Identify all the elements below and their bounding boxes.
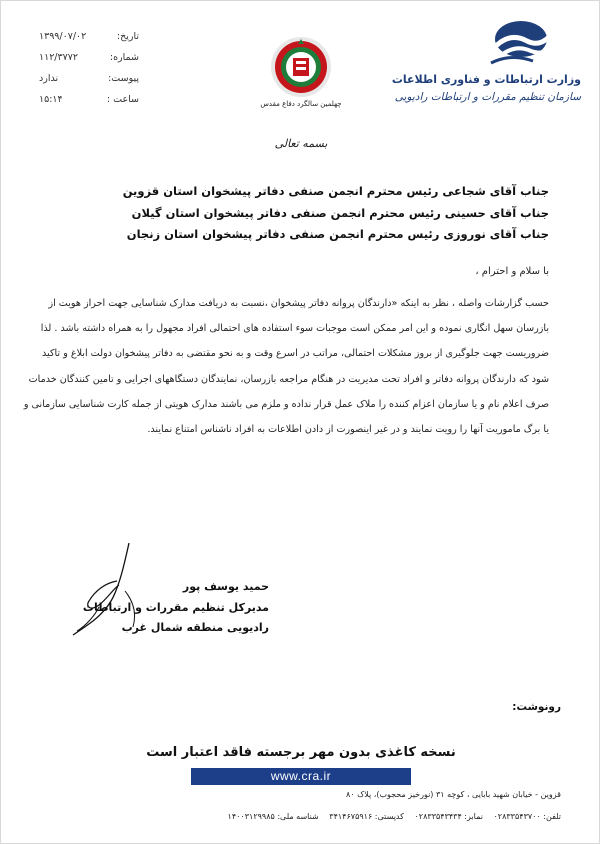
- meta-row-date: [39, 31, 139, 52]
- meta-row-attachment: [39, 73, 139, 94]
- meta-value: ندارد: [39, 73, 59, 84]
- signatory-unit: رادیویی منطقه شمال غرب: [121, 621, 269, 634]
- body-line: بازرسان سهل انگاری نموده و این امر ممکن است موجبات سوء استفاده های احتمالی افراد مجهول را به همراه داشته باشد . لذا: [40, 323, 549, 335]
- ministry-title: وزارت ارتباطات و فناوری اطلاعات: [391, 73, 581, 86]
- letter-body: [23, 291, 549, 442]
- cc-label: رونوشت:: [512, 701, 561, 713]
- footer-address: قزوین - خیابان شهید بابایی ، کوچه ۳۱ (نورخیز محجوب)، پلاک ۸۰: [345, 790, 561, 799]
- ministry-header: [391, 19, 581, 111]
- meta-value: ۱۵:۱۴: [39, 94, 63, 105]
- bismillah-heading: بسمه تعالی: [274, 137, 328, 150]
- letter-meta: [39, 31, 139, 115]
- meta-label: تاریخ:: [116, 31, 139, 42]
- cra-wave-logo-icon: [487, 19, 551, 67]
- meta-value: ۱۳۹۹/۰۷/۰۲: [39, 31, 87, 42]
- body-line: صرف اعلام نام و یا سازمان اعزام کننده را ملاک عمل قرار نداده و ملزم می باشند مدارک هویتی از جمله کارت شناسایی سازمانی و: [23, 398, 549, 410]
- footer-phone: تلفن: ۰۲۸۳۳۵۴۳۷۰۰: [493, 812, 561, 821]
- footer-postal-code: کدپستی: ۳۴۱۴۶۷۵۹۱۶: [329, 812, 404, 821]
- anniversary-emblem: [256, 36, 346, 116]
- footer-contact: [31, 812, 561, 821]
- meta-row-time: [39, 94, 139, 115]
- holy-defense-anniversary-emblem-icon: [268, 36, 334, 98]
- meta-label: پیوست:: [108, 73, 139, 84]
- body-line: حسب گزارشات واصله ، نظر به اینکه «دارندگان پروانه دفاتر پیشخوان ،نسبت به دریافت مدارک شناسایی جهت احراز هویت از: [48, 298, 549, 309]
- recipient-line: جناب آقای حسینی رئیس محترم انجمن صنفی دفاتر پیشخوان استان گیلان: [131, 205, 549, 220]
- signatory-title: مدیرکل تنظیم مقررات و ارتباطات: [82, 600, 269, 614]
- body-line: ضروریست جهت جلوگیری از بروز مشکلات احتمالی، مراتب در اسرع وقت و به نحو مقتضی به دفاتر پیشخوان دولت ابلاغ و تاکید: [42, 348, 549, 360]
- body-line: یا برگ ماموریت آنها را رویت نمایند و در غیر اینصورت از دادن اطلاعات به افراد ناشناس امتناع نمایند.: [147, 424, 549, 436]
- footer-fax: نمابر: ۰۲۸۳۳۵۴۳۴۳۴: [414, 812, 483, 821]
- meta-label: شماره:: [109, 52, 139, 63]
- emblem-caption: چهلمین سالگرد دفاع مقدس: [260, 100, 342, 108]
- recipient-line: جناب آقای شجاعی رئیس محترم انجمن صنفی دفاتر پیشخوان استان قزوین: [122, 184, 549, 198]
- recipients-block: [49, 181, 549, 246]
- meta-value: ۱۱۲/۳۷۷۲: [39, 52, 78, 63]
- validity-disclaimer: نسخه کاغذی بدون مهر برجسته فاقد اعتبار است: [146, 745, 456, 760]
- meta-label: ساعت :: [106, 94, 139, 105]
- recipient-line: جناب آقای نوروزی رئیس محترم انجمن صنفی دفاتر پیشخوان استان زنجان: [126, 227, 549, 241]
- footer-national-id: شناسه ملی: ۱۴۰۰۳۱۲۹۹۸۵: [227, 812, 319, 821]
- body-line: شود که دارندگان پروانه دفاتر و افراد تحت مدیریت در هنگام مراجعه بازرسان، نمایندگان دستگاههای اجرایی و تامین کنندگان خدمات: [28, 373, 549, 385]
- signatory-name: حمید یوسف پور: [182, 580, 269, 593]
- organization-name: سازمان تنظیم مقررات و ارتباطات رادیویی: [394, 91, 581, 103]
- website-link[interactable]: www.cra.ir: [191, 768, 411, 785]
- meta-row-number: [39, 52, 139, 73]
- greeting: با سلام و احترام ،: [475, 266, 549, 277]
